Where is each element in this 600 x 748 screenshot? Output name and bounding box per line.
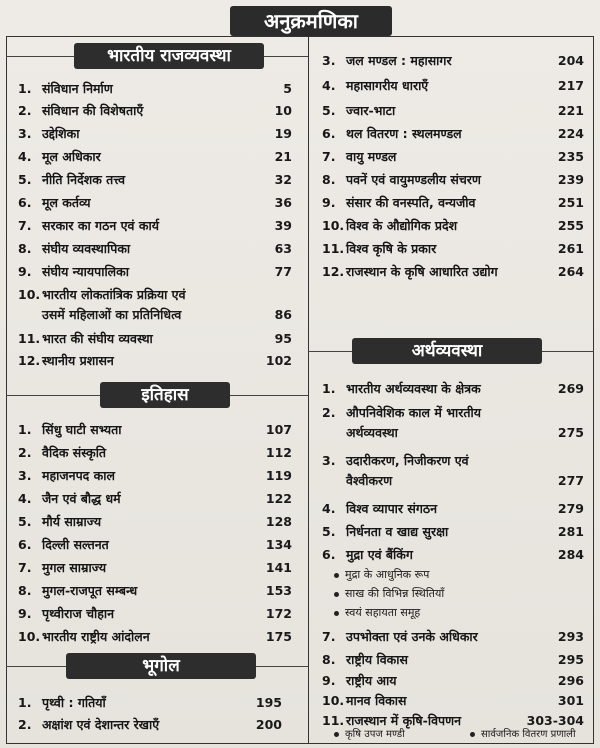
heading-rule <box>6 666 66 667</box>
toc-page-number: 279 <box>557 501 584 516</box>
toc-entry: 8. मुगल-राजपूत सम्बन्ध <box>18 583 138 598</box>
toc-page-number: 112 <box>265 445 292 460</box>
toc-entry: 9. राष्ट्रीय आय <box>322 673 397 688</box>
toc-entry: 7. सरकार का गठन एवं कार्य <box>18 218 159 233</box>
toc-entry: 3. महाजनपद काल <box>18 468 115 483</box>
toc-entry: 9. संसार की वनस्पति, वन्यजीव <box>322 195 476 210</box>
toc-entry: 4. महासागरीय धाराएँ <box>322 78 429 93</box>
toc-page-number: 134 <box>265 537 292 552</box>
toc-entry: 3. जल मण्डल : महासागर <box>322 53 452 68</box>
toc-page-number: 275 <box>557 425 584 440</box>
toc-page-number: 221 <box>557 103 584 118</box>
toc-page-number: 32 <box>274 172 292 187</box>
toc-page-number: 141 <box>265 560 292 575</box>
heading-rule <box>230 395 308 396</box>
toc-page-number: 269 <box>557 381 584 396</box>
toc-entry: 6. मुद्रा एवं बैंकिंग <box>322 547 413 562</box>
bullet-icon <box>470 732 475 737</box>
toc-entry: 10. मानव विकास <box>322 693 407 708</box>
toc-entry: 7. मुगल साम्राज्य <box>18 560 107 575</box>
toc-entry: 3. उद्देशिका <box>18 126 80 141</box>
toc-entry: 10. भारतीय राष्ट्रीय आंदोलन <box>18 629 150 644</box>
toc-page-number: 21 <box>274 149 292 164</box>
toc-page-number: 293 <box>557 629 584 644</box>
toc-entry: 6. थल वितरण : स्थलमण्डल <box>322 126 462 141</box>
toc-entry: 8. पवनें एवं वायुमण्डलीय संचरण <box>322 172 481 187</box>
toc-entry: 1. पृथ्वी : गतियाँ <box>18 695 106 710</box>
bullet-icon <box>334 611 339 616</box>
toc-entry-continuation: उसमें महिलाओं का प्रतिनिधित्व <box>42 307 182 322</box>
heading-rule <box>6 56 74 57</box>
toc-page-number: 296 <box>557 673 584 688</box>
toc-entry: 1. संविधान निर्माण <box>18 81 113 96</box>
toc-page-number: 102 <box>265 353 292 368</box>
toc-page-number: 107 <box>265 422 292 437</box>
toc-page-number: 281 <box>557 524 584 539</box>
toc-entry: 2. औपनिवेशिक काल में भारतीय <box>322 405 481 420</box>
toc-entry: 10. भारतीय लोकतांत्रिक प्रक्रिया एवं <box>18 287 186 302</box>
toc-entry: 2. संविधान की विशेषताएँ <box>18 103 144 118</box>
page-title: अनुक्रमणिका <box>230 6 392 36</box>
heading-rule <box>264 56 308 57</box>
toc-entry: 2. वैदिक संस्कृति <box>18 445 107 460</box>
toc-entry: 5. नीति निर्देशक तत्त्व <box>18 172 126 187</box>
toc-page-number: 153 <box>265 583 292 598</box>
toc-page-number: 200 <box>255 717 282 732</box>
toc-page-number: 284 <box>557 547 584 562</box>
toc-page-number: 301 <box>557 693 584 708</box>
heading-rule <box>542 351 594 352</box>
toc-entry: 4. विश्व व्यापार संगठन <box>322 501 438 516</box>
toc-entry: 9. पृथ्वीराज चौहान <box>18 606 115 621</box>
toc-page-number: 95 <box>274 331 292 346</box>
toc-entry: 3. उदारीकरण, निजीकरण एवं <box>322 453 469 468</box>
toc-entry: 12. राजस्थान के कृषि आधारित उद्योग <box>322 264 498 279</box>
toc-subitem: मुद्रा के आधुनिक रूप <box>334 567 429 582</box>
section-heading-history: इतिहास <box>100 382 230 408</box>
toc-entry: 6. दिल्ली सल्तनत <box>18 537 109 552</box>
toc-entry: 9. संघीय न्यायपालिका <box>18 264 129 279</box>
toc-entry: 7. उपभोक्ता एवं उनके अधिकार <box>322 629 478 644</box>
bullet-icon <box>334 732 339 737</box>
toc-page-number: 10 <box>274 103 292 118</box>
toc-page-number: 195 <box>255 695 282 710</box>
toc-entry: 5. मौर्य साम्राज्य <box>18 514 102 529</box>
toc-entry: 10. विश्व के औद्योगिक प्रदेश <box>322 218 458 233</box>
toc-entry: 11. विश्व कृषि के प्रकार <box>322 241 437 256</box>
toc-entry: 1. भारतीय अर्थव्यवस्था के क्षेत्रक <box>322 381 481 396</box>
toc-page-number: 235 <box>557 149 584 164</box>
toc-entry: 4. जैन एवं बौद्ध धर्म <box>18 491 121 506</box>
toc-entry-continuation: वैश्वीकरण <box>346 473 393 488</box>
heading-rule <box>256 666 308 667</box>
section-heading-economy: अर्थव्यवस्था <box>352 338 542 364</box>
toc-page-number: 261 <box>557 241 584 256</box>
toc-page-number: 39 <box>274 218 292 233</box>
toc-page-number: 122 <box>265 491 292 506</box>
toc-subitem: साख की विभिन्न स्थितियाँ <box>334 586 444 601</box>
section-heading-geography: भूगोल <box>66 653 256 679</box>
toc-page-number: 5 <box>283 81 292 96</box>
toc-page-number: 19 <box>274 126 292 141</box>
toc-page-number: 77 <box>274 264 292 279</box>
toc-subitem: कृषि उपज मण्डी <box>334 730 405 739</box>
toc-page-number: 239 <box>557 172 584 187</box>
toc-page-number: 295 <box>557 652 584 667</box>
toc-page-number: 277 <box>557 473 584 488</box>
column-divider <box>308 36 309 744</box>
toc-page-number: 224 <box>557 126 584 141</box>
toc-page-number: 217 <box>557 78 584 93</box>
toc-entry: 5. निर्धनता व खाद्य सुरक्षा <box>322 524 449 539</box>
toc-page-number: 303-304 <box>526 713 584 728</box>
toc-entry <box>322 286 346 303</box>
section-heading-polity: भारतीय राजव्यवस्था <box>74 43 264 69</box>
toc-entry-continuation: अर्थव्यवस्था <box>346 425 398 440</box>
heading-rule <box>6 395 100 396</box>
toc-page-number: 119 <box>265 468 292 483</box>
toc-entry: 8. राष्ट्रीय विकास <box>322 652 408 667</box>
toc-page-number: 86 <box>274 307 292 322</box>
toc-entry: 6. मूल कर्तव्य <box>18 195 91 210</box>
toc-entry: 5. ज्वार-भाटा <box>322 103 396 118</box>
toc-entry: 11. राजस्थान में कृषि-विपणन <box>322 713 462 728</box>
toc-page-number: 175 <box>265 629 292 644</box>
toc-page-number: 128 <box>265 514 292 529</box>
toc-page-number: 251 <box>557 195 584 210</box>
toc-page-number: 264 <box>557 264 584 279</box>
toc-entry: 2. अक्षांश एवं देशान्तर रेखाएँ <box>18 717 160 732</box>
toc-page-number: 36 <box>274 195 292 210</box>
bullet-icon <box>334 573 339 578</box>
toc-page-number: 172 <box>265 606 292 621</box>
heading-rule <box>308 351 352 352</box>
toc-entry: 7. वायु मण्डल <box>322 149 397 164</box>
toc-entry: 8. संघीय व्यवस्थापिका <box>18 241 131 256</box>
toc-entry: 12. स्थानीय प्रशासन <box>18 353 114 368</box>
toc-page-number: 63 <box>274 241 292 256</box>
toc-entry: 11. भारत की संघीय व्यवस्था <box>18 331 153 346</box>
toc-entry: 1. सिंधु घाटी सभ्यता <box>18 422 122 437</box>
toc-subitem: स्वयं सहायता समूह <box>334 605 420 620</box>
toc-entry <box>322 309 346 326</box>
toc-entry: 4. मूल अधिकार <box>18 149 101 164</box>
toc-page-number: 255 <box>557 218 584 233</box>
toc-page-number: 204 <box>557 53 584 68</box>
bullet-icon <box>334 592 339 597</box>
toc-subitem: सार्वजनिक वितरण प्रणाली <box>470 730 576 739</box>
